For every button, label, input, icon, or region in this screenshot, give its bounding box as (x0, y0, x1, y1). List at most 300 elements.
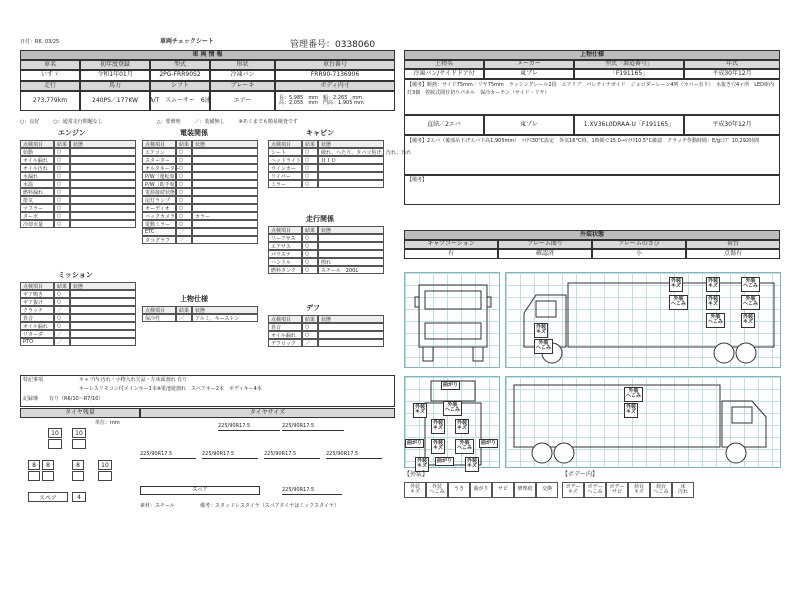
check-result: ／ (54, 306, 70, 314)
check-row (20, 314, 138, 322)
vehicle-header-cell: 馬力 (80, 81, 150, 91)
check-header-row (268, 140, 386, 148)
check-result: ○ (302, 266, 318, 274)
upper-maker: 東プレ (484, 69, 574, 79)
check-row (20, 298, 138, 306)
check-row (20, 338, 138, 346)
legend-item: 修理痕 (514, 482, 536, 498)
exterior-title: 外装状態 (404, 230, 780, 240)
check-result: ○ (302, 242, 318, 250)
legend-exterior-label: 【外装】 (404, 471, 429, 478)
check-item: PTO (20, 338, 54, 346)
cabin-section (268, 128, 412, 188)
check-item: 点検項目 (20, 282, 54, 290)
vehicle-info-title: 車 両 情 報 (20, 50, 395, 60)
model-code: 2PG-FRR90S2 (150, 70, 210, 81)
tire-remaining-rear: 10 (98, 460, 112, 470)
check-item: ギア鳴き (20, 290, 54, 298)
check-result: 結果 (302, 315, 318, 323)
check-result: ／ (176, 314, 192, 322)
tire-section (20, 408, 395, 516)
truck-side-view-right (505, 376, 781, 468)
check-state: カラー (192, 212, 258, 220)
tire-remaining-front-left: 10 (48, 428, 62, 438)
check-item: クラッチ (20, 306, 54, 314)
unit-maker: 東プレ (484, 115, 574, 135)
check-item: 電源接続状態 (142, 188, 176, 196)
check-state (70, 290, 136, 298)
legend-item: 曲がり (470, 482, 492, 498)
check-row (142, 236, 260, 244)
check-state: 破れ、へたり、タバコ焦げ、汚れ、汚れ (318, 148, 384, 156)
diff-title: デフ (306, 304, 320, 312)
legend-item: 荷台 へこみ (650, 482, 672, 498)
check-item: 点検項目 (268, 140, 302, 148)
upper-equip-section (142, 294, 260, 322)
check-legend (20, 120, 298, 126)
check-row (20, 322, 138, 330)
check-row (142, 180, 260, 188)
check-result: ○ (176, 188, 192, 196)
check-row (268, 148, 412, 156)
check-state (318, 242, 384, 250)
spare-size: 225/90R17.5 (282, 488, 342, 495)
check-state: 状態 (70, 282, 136, 290)
check-state (70, 314, 136, 322)
upper-spec-header: メーカー (484, 60, 574, 69)
check-result: ／ (54, 338, 70, 346)
damage-tag: 外装 キズ (455, 419, 469, 434)
check-state (192, 164, 258, 172)
truck-front-view (404, 272, 500, 368)
check-state (318, 172, 384, 180)
tire-material: 素材：スチール (140, 503, 175, 509)
check-row (142, 196, 260, 204)
check-result: ○ (54, 188, 70, 196)
check-result: 結果 (54, 140, 70, 148)
check-state (318, 339, 384, 347)
diff-section (268, 303, 386, 347)
check-row (20, 148, 138, 156)
tire-size-title: タイヤサイズ (140, 408, 395, 418)
tire-remaining-rear: 8 (72, 460, 84, 470)
check-row (142, 156, 260, 164)
check-row (142, 314, 260, 322)
check-result: ○ (302, 172, 318, 180)
check-item: ヘッドライト (268, 156, 302, 164)
first-registration: 令和1年01月 (80, 70, 150, 81)
exterior-header: フレーム曲り (498, 240, 592, 249)
check-item: 燃料タンク (268, 266, 302, 274)
check-result: ○ (302, 258, 318, 266)
check-item: ターボ (20, 212, 54, 220)
upper-note-3: 【備考】 (404, 175, 780, 205)
upper-spec-header: 型式「製造番号」 (574, 60, 684, 69)
check-state: 状態 (318, 226, 384, 234)
check-item: スターター (142, 156, 176, 164)
check-row (20, 196, 138, 204)
vehicle-header-cell: 車名 (20, 60, 80, 70)
truck-side-drawing-right (506, 377, 782, 469)
check-state: ＨＩＤ (318, 156, 384, 164)
upper-spec-header: 年式 (684, 60, 780, 69)
check-result: ○ (54, 290, 70, 298)
upper-year: 平成30年12月 (684, 69, 780, 79)
damage-tag: 曲がり (441, 381, 460, 390)
check-state (70, 156, 136, 164)
truck-top-drawing (405, 377, 501, 469)
vehicle-header-cell: 走行 (20, 81, 80, 91)
check-row (142, 220, 260, 228)
unit-model: 1.XV36L0DRAA-U「F191165」 (574, 115, 684, 135)
legend-item: 床 汚れ (672, 482, 694, 498)
body-dimensions (275, 91, 395, 111)
damage-tag: 外装 へこみ (534, 339, 553, 354)
tire-remaining-blank (72, 439, 86, 449)
check-item: リーフサス (268, 234, 302, 242)
check-header-row (142, 306, 260, 314)
check-result: ○ (54, 212, 70, 220)
unit-year: 平成30年12月 (684, 115, 780, 135)
special-notes-box (20, 375, 395, 407)
check-item: 点検項目 (20, 140, 54, 148)
damage-tag: 外装 キズ (706, 277, 720, 292)
tire-remaining-blank (48, 439, 62, 449)
check-result: ○ (302, 331, 318, 339)
check-state (192, 204, 258, 212)
legend-item: ボデー サビ (606, 482, 628, 498)
spare-size-label: スペア (140, 486, 260, 495)
check-state (318, 250, 384, 258)
check-item: 保冷性 (142, 314, 176, 322)
check-row (268, 242, 386, 250)
check-item: 点検項目 (268, 315, 302, 323)
check-header-row (268, 315, 386, 323)
check-state: 状態 (318, 140, 384, 148)
check-item: 燃料漏れ (20, 188, 54, 196)
tire-size-rear: 225/90R17.5 (202, 452, 258, 459)
legend-item: 外装 へこみ (426, 482, 448, 498)
vehicle-header-cell: 形状 (210, 60, 275, 70)
upper-model: 「F191165」 (574, 69, 684, 79)
tire-remaining-front-right: 10 (72, 428, 86, 438)
vehicle-header-cell: 初年度登録 (80, 60, 150, 70)
check-state (192, 228, 258, 236)
body-dim-line: 高：2,055 mm 門高：1,905 mm (279, 100, 364, 106)
check-item: シート (268, 148, 302, 156)
check-item: オーディオ (142, 204, 176, 212)
shift: A/T スムーサー 6速 (150, 91, 210, 111)
check-state: 状態 (192, 306, 258, 314)
check-result: ○ (54, 164, 70, 172)
check-state (70, 330, 136, 338)
unit-name: 直結／2エバ (404, 115, 484, 135)
check-item: 水漏れ (20, 172, 54, 180)
check-result: ／ (176, 228, 192, 236)
check-item: 点検項目 (268, 226, 302, 234)
tire-unit: 単位：mm (95, 420, 120, 426)
check-item: ハンドル (268, 258, 302, 266)
damage-tag: 外装 へこみ (443, 401, 462, 416)
check-row (268, 156, 386, 164)
check-result: ○ (54, 322, 70, 330)
check-item: ウインカー (268, 164, 302, 172)
check-result: 結果 (302, 226, 318, 234)
tire-remaining-blank (72, 471, 84, 481)
check-item: エアコン (142, 148, 176, 156)
check-row (20, 180, 138, 188)
check-row (20, 204, 138, 212)
damage-tag: 外装 へこみ (624, 387, 643, 402)
tire-size-rear: 225/90R17.5 (326, 452, 382, 459)
check-item: ミラー (268, 180, 302, 188)
check-state (70, 180, 136, 188)
legend-item: ボデー へこみ (584, 482, 606, 498)
upper-spec-title: 上物仕様 (404, 50, 780, 60)
check-result: ○ (176, 156, 192, 164)
exterior-value: 確認済 (498, 249, 592, 259)
check-item: バックカメラ (142, 212, 176, 220)
damage-tag: 外装 キズ (465, 457, 479, 472)
check-row (20, 212, 138, 220)
upper-note-1: 【備考】断熱：サイド75mm／リヤ75mm ラッシングレール2段 エアリブ パレティナガイド ジョロダーレーン4列（カバー有り） 水抜き穴4ヶ所 LED庫内灯3個 着脱式間仕切りパネル 保冷カーテン（サイド・リヤ） (404, 79, 780, 115)
check-result: 結果 (54, 282, 70, 290)
tire-remaining-rear: 8 (28, 460, 40, 470)
check-row (142, 228, 260, 236)
spare-remaining: 4 (72, 492, 86, 502)
engine-section (20, 128, 138, 228)
legend-item: 交換 (536, 482, 558, 498)
check-result: ○ (54, 220, 70, 228)
check-row (268, 164, 386, 172)
check-item: P/W（運転席） (142, 172, 176, 180)
check-result: ／ (54, 330, 70, 338)
upper-equip-title: 上物仕様 (180, 295, 208, 303)
check-state (70, 164, 136, 172)
check-state (70, 298, 136, 306)
check-header-row (20, 282, 138, 290)
tire-remaining-blank (98, 471, 112, 481)
check-row (268, 180, 386, 188)
date-label: 日付：R6. 03/25 (20, 39, 60, 45)
check-result: 結果 (176, 306, 192, 314)
engine-title: エンジン (58, 129, 86, 137)
chassis-number: FRR90-7136906 (275, 70, 395, 81)
check-result: 結果 (302, 140, 318, 148)
check-result: ○ (302, 180, 318, 188)
vehicle-header-cell: 型式 (150, 60, 210, 70)
brake: エアー (210, 91, 275, 111)
check-state (192, 188, 258, 196)
check-state (70, 212, 136, 220)
check-state (192, 172, 258, 180)
check-state (192, 156, 258, 164)
exterior-header: キャブコーション (404, 240, 498, 249)
check-result: ○ (302, 148, 318, 156)
check-item: オイル漏れ (20, 322, 54, 330)
check-state (70, 338, 136, 346)
car-name: いすゞ (20, 70, 80, 81)
special-notes-line2: キーレスリモコン付メインキー1本※電池遊割れ スペアキー2本 ボディキー4本 (79, 386, 262, 392)
spare-label: スペア (28, 492, 68, 502)
sheet-title: 車両チェックシート (160, 38, 214, 45)
check-state (70, 188, 136, 196)
tire-remaining-blank (42, 471, 54, 481)
cabin-title: キャビン (306, 129, 334, 137)
check-row (20, 172, 138, 180)
check-result: ○ (302, 323, 318, 331)
check-item: ギア抜け (20, 298, 54, 306)
legend-body-label: 【ボデー内】 (562, 471, 599, 478)
check-result: ○ (54, 180, 70, 188)
legend-item: 外装 キズ (404, 482, 426, 498)
special-notes-label: 特記事項 (23, 377, 44, 383)
check-state (318, 323, 384, 331)
check-row (142, 148, 260, 156)
check-row (142, 172, 260, 180)
legend-item: 荷台 キズ (628, 482, 650, 498)
vehicle-header-cell: 車台番号 (275, 60, 395, 70)
check-item: ETC (142, 228, 176, 236)
check-state (70, 306, 136, 314)
check-item: 異音 (268, 323, 302, 331)
damage-tag: 外装 へこみ (741, 277, 760, 292)
check-row (20, 290, 138, 298)
check-row (268, 266, 386, 274)
exterior-value: 小 (592, 249, 686, 259)
check-row (20, 220, 138, 228)
check-row (268, 331, 386, 339)
damage-tag: 外装 へこみ (669, 295, 688, 310)
check-row (268, 172, 386, 180)
tire-remaining-blank (28, 471, 40, 481)
check-row (20, 164, 138, 172)
check-state (318, 331, 384, 339)
check-state (70, 204, 136, 212)
check-item: パワステ (268, 250, 302, 258)
check-result: ○ (176, 172, 192, 180)
vehicle-header-cell: ブレーキ (210, 81, 275, 91)
truck-side-view-left (505, 272, 781, 368)
check-item: タコグラフ (142, 236, 176, 244)
damage-tag: 外装 へこみ (706, 313, 725, 328)
running-title: 走行関係 (306, 215, 334, 223)
check-result: ／ (302, 339, 318, 347)
check-state (192, 220, 258, 228)
check-item: 尾灯ランプ (142, 196, 176, 204)
mission-section (20, 270, 138, 346)
check-row (268, 258, 386, 266)
legend-item: サビ (492, 482, 514, 498)
tire-remark: 備考：スタッドレスタイヤ（スペアタイヤはミックスタイヤ） (200, 503, 340, 509)
damage-tag: 外装 キズ (534, 323, 548, 338)
legend-needs-repair: △：要修理 (156, 119, 181, 125)
management-number: 管理番号：0338060 (290, 40, 376, 50)
record-label: 記録簿 (23, 396, 39, 402)
check-result: ○ (302, 234, 318, 242)
check-state (318, 164, 384, 172)
upper-note-2: 【備考】2エバ（後部吊下げエバ下高1,905mm） ﾏｲﾅｽ30°C設定 外気16°C時、1時間で15.0→ﾏｲﾅｽ10.5°C確認 クラッチ作動時間：E/gｼﾝﾌﾟ 10,292時間 (404, 135, 780, 175)
check-item: 始動 (20, 148, 54, 156)
exterior-header: 荷台 (686, 240, 780, 249)
damage-tag: 外装 キズ (669, 277, 683, 292)
damage-tag: 外装 キズ (431, 419, 445, 434)
upper-spec-header: 上物名 (404, 60, 484, 69)
check-item: オルタネーター (142, 164, 176, 172)
upper-spec-table (404, 50, 780, 205)
check-state: 状態 (318, 315, 384, 323)
check-header-row (142, 140, 260, 148)
check-row (20, 156, 138, 164)
check-result: ○ (176, 220, 192, 228)
check-result: ○ (176, 148, 192, 156)
truck-front-drawing (405, 273, 501, 369)
check-item: オイル漏れ (268, 331, 302, 339)
check-row (20, 330, 138, 338)
check-item: リターダ (20, 330, 54, 338)
check-state (192, 180, 258, 188)
mileage: 273,779km (20, 91, 80, 111)
body-dim-line: 長：5,985 mm 幅：2,265 mm (279, 94, 363, 101)
exterior-header: フレームのさび (592, 240, 686, 249)
check-row (268, 323, 386, 331)
check-row (268, 250, 386, 258)
damage-tag: 外装 キズ (413, 403, 427, 418)
vehicle-info-table (20, 50, 395, 111)
check-header-row (268, 226, 386, 234)
check-header-row (20, 140, 138, 148)
check-item: 異音 (20, 314, 54, 322)
check-item: 排気 (20, 196, 54, 204)
check-item: 水温 (20, 180, 54, 188)
running-section (268, 214, 386, 274)
check-row (142, 204, 260, 212)
check-result: ○ (302, 156, 318, 164)
record-value: 有り（R6/10～R7/10） (49, 396, 104, 402)
damage-tag: 曲がり (435, 457, 454, 466)
legend-no-issue: ○：通常走行問題なし (53, 119, 103, 125)
check-state (70, 148, 136, 156)
check-row (142, 164, 260, 172)
exterior-value: 点傷有 (686, 249, 780, 259)
damage-tag: 外装 キズ (624, 403, 638, 418)
check-item: 電動ミラー (142, 220, 176, 228)
damage-tag: 外装 キズ (415, 457, 429, 472)
electrical-section (142, 128, 260, 244)
check-item: エアサス (268, 242, 302, 250)
vehicle-header-cell: シフト (150, 81, 210, 91)
check-item: マフラー (20, 204, 54, 212)
exterior-table (404, 230, 780, 259)
check-state (192, 236, 258, 244)
check-row (142, 188, 260, 196)
check-row (142, 212, 260, 220)
tire-remaining-title: タイヤ残量 (20, 408, 140, 418)
legend-note: ※あくまでも簡易検査です (238, 119, 298, 125)
electrical-title: 電装関係 (180, 129, 208, 137)
check-result: ○ (54, 204, 70, 212)
damage-tag: 外装 キズ (741, 313, 755, 328)
check-state: スチール 200L (318, 266, 384, 274)
body-shape: 冷凍バン (210, 70, 275, 81)
tire-size-front: 225/90R17.5 (218, 424, 280, 431)
check-state: 状態 (192, 140, 258, 148)
check-state: アルミ、キーストン (192, 314, 258, 322)
damage-tag: 外装 へこみ (455, 439, 474, 454)
check-item: 点検項目 (142, 306, 176, 314)
check-state (70, 322, 136, 330)
check-row (20, 306, 138, 314)
